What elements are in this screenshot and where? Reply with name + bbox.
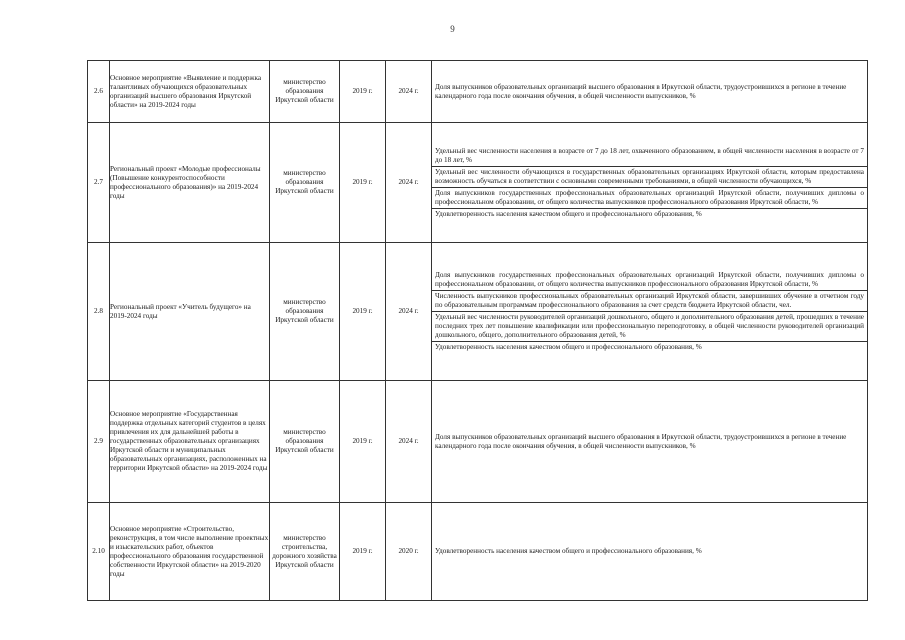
start-year: 2019 г. [340, 243, 386, 381]
row-number: 2.10 [88, 503, 110, 601]
executor: министерство образования Иркутской области [270, 61, 340, 123]
activity-name: Региональный проект «Молодые профессионалы (Повышение конкурентоспособности профессионального образования)» на 2019-2024 годы [110, 123, 270, 243]
row-number: 2.6 [88, 61, 110, 123]
indicator-text: Доля выпускников образовательных организаций высшего образования в Иркутской области, трудоустроившихся в регионе в течение календарного года после окончания обучения, в общей численности выпускников, % [435, 82, 847, 100]
start-year: 2019 г. [340, 61, 386, 123]
end-year: 2020 г. [386, 503, 432, 601]
end-year: 2024 г. [386, 381, 432, 503]
indicators-cell [432, 123, 868, 243]
table-row [88, 243, 868, 381]
end-year: 2024 г. [386, 243, 432, 381]
program-table [87, 60, 868, 601]
indicators-cell [432, 61, 868, 123]
start-year: 2019 г. [340, 381, 386, 503]
indicator-text: Численность выпускников профессиональных образовательных организаций Иркутской области, завершивших обучение в отчетном году по образовательным программам профессионального образования за счет средств бюджета Иркутской области, чел. [432, 290, 867, 311]
executor: министерство строительства, дорожного хозяйства Иркутской области [270, 503, 340, 601]
row-number: 2.8 [88, 243, 110, 381]
indicator-text: Удовлетворенность населения качеством общего и профессионального образования, % [432, 208, 867, 220]
start-year: 2019 г. [340, 123, 386, 243]
indicator-text: Доля выпускников образовательных организаций высшего образования в Иркутской области, трудоустроившихся в регионе в течение календарного года после окончания обучения, в общей численности выпускников, % [435, 432, 847, 450]
indicator-text: Удельный вес численности обучающихся в государственных образовательных организациях Иркутской области, которым предоставлена возможность обучаться в соответствии с основными современными требованиями, в общей численности обучающихся, % [432, 166, 867, 187]
row-number: 2.7 [88, 123, 110, 243]
executor: министерство образования Иркутской области [270, 123, 340, 243]
indicators-cell [432, 503, 868, 601]
table-row [88, 381, 868, 503]
page-number: 9 [450, 24, 455, 34]
end-year: 2024 г. [386, 61, 432, 123]
executor: министерство образования Иркутской области [270, 381, 340, 503]
table-row [88, 61, 868, 123]
activity-name: Основное мероприятие «Государственная поддержка отдельных категорий студентов в целях привлечения их для дальнейшей работы в государственных образовательных организациях Иркутской области и муниципальных образовательных организациях, расположенных на территории Иркутской области» на 2019-2024 годы [110, 381, 270, 503]
table-row [88, 123, 868, 243]
start-year: 2019 г. [340, 503, 386, 601]
indicator-text: Доля выпускников государственных профессиональных образовательных организаций Иркутской области, получивших дипломы о профессиональном образовании, от общего количества выпускников профессионального образования Иркутской области, % [432, 187, 867, 208]
indicators-cell [432, 381, 868, 503]
indicators-cell [432, 243, 868, 381]
table-row [88, 503, 868, 601]
indicator-text: Доля выпускников государственных профессиональных образовательных организаций Иркутской области, получивших дипломы о профессиональном образовании, от общего количества выпускников профессионального образования Иркутской области, % [435, 271, 864, 288]
indicator-text: Удельный вес численности населения в возрасте от 7 до 18 лет, охваченного образованием, в общей численности населения в возрасте от 7 до 18 лет, % [435, 146, 864, 164]
activity-name: Основное мероприятие «Выявление и поддержка талантливых обучающихся образовательных организаций высшего образования Иркутской области» на 2019-2024 годы [110, 61, 270, 123]
indicator-text: Удовлетворенность населения качеством общего и профессионального образования, % [435, 547, 702, 555]
end-year: 2024 г. [386, 123, 432, 243]
activity-name: Региональный проект «Учитель будущего» на 2019-2024 годы [110, 243, 270, 381]
row-number: 2.9 [88, 381, 110, 503]
indicator-text: Удельный вес численности руководителей организаций дошкольного, общего и дополнительного образования детей, прошедших в течение последних трех лет повышение квалификации или профессиональную переподготовку, в общей численности руководителей организаций дошкольного, общего, дополнительного образования детей, % [432, 311, 867, 341]
indicator-text: Удовлетворенность населения качеством общего и профессионального образования, % [432, 341, 867, 353]
activity-name: Основное мероприятие «Строительство, реконструкция, в том числе выполнение проектных и изыскательских работ, объектов профессионального образования государственной собственности Иркутской области» на 2019-2020 годы [110, 503, 270, 601]
executor: министерство образования Иркутской области [270, 243, 340, 381]
